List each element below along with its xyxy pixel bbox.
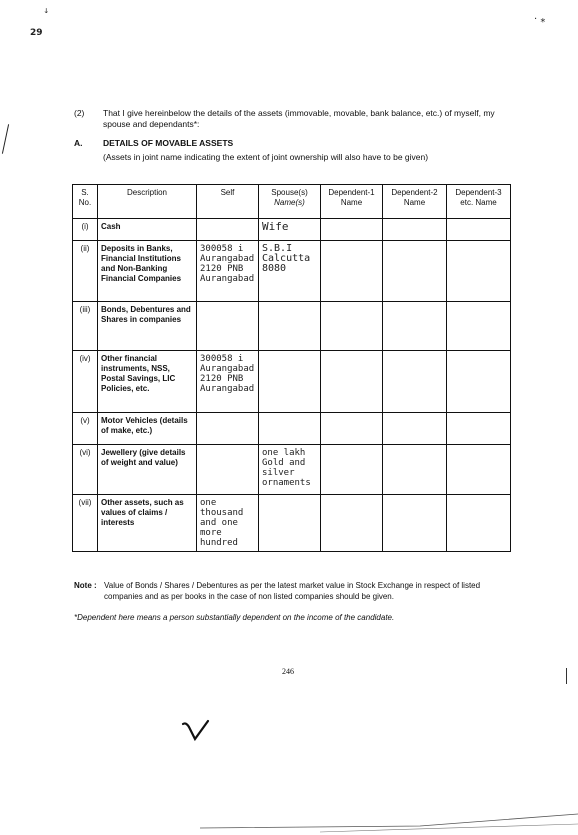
row-self bbox=[197, 445, 259, 495]
top-left-page-number: 29 bbox=[30, 28, 43, 38]
header-description: Description bbox=[98, 185, 197, 219]
row-description: Motor Vehicles (details of make, etc.) bbox=[98, 413, 197, 445]
row-dep3 bbox=[447, 495, 511, 552]
row-spouse: S.B.I Calcutta 8080 bbox=[259, 241, 321, 302]
row-dep1 bbox=[321, 445, 383, 495]
row-spouse: one lakh Gold and silver ornaments bbox=[259, 445, 321, 495]
row-description: Jewellery (give details of weight and value) bbox=[98, 445, 197, 495]
table-row bbox=[73, 302, 511, 351]
row-dep1 bbox=[321, 219, 383, 241]
note-text: Value of Bonds / Shares / Debentures as per the latest market value in Stock Exchange in respect of listed companies and as per books in the case of non listed companies should be given. bbox=[104, 581, 481, 601]
page-number: 246 bbox=[282, 667, 294, 676]
table-row bbox=[73, 445, 511, 495]
table-row bbox=[73, 495, 511, 552]
row-description: Cash bbox=[98, 219, 197, 241]
tick-mark-icon bbox=[180, 718, 216, 742]
row-spouse bbox=[259, 302, 321, 351]
table-row bbox=[73, 351, 511, 413]
scan-edge-lines bbox=[0, 806, 578, 835]
row-sno: (v) bbox=[73, 413, 98, 445]
row-spouse bbox=[259, 351, 321, 413]
intro-number: (2) bbox=[74, 108, 85, 118]
header-sno: S. No. bbox=[73, 185, 98, 219]
table-row bbox=[73, 241, 511, 302]
header-dependent-1: Dependent-1 Name bbox=[321, 185, 383, 219]
row-description: Deposits in Banks, Financial Institutions and Non-Banking Financial Companies bbox=[98, 241, 197, 302]
table-header-row bbox=[73, 185, 511, 219]
table-row bbox=[73, 219, 511, 241]
row-spouse bbox=[259, 495, 321, 552]
row-self bbox=[197, 302, 259, 351]
row-dep1 bbox=[321, 495, 383, 552]
row-spouse: Wife bbox=[259, 219, 321, 241]
row-dep1 bbox=[321, 351, 383, 413]
row-self bbox=[197, 413, 259, 445]
section-subtitle: (Assets in joint name indicating the extent of joint ownership will also have to be given) bbox=[103, 152, 429, 162]
row-dep2 bbox=[383, 219, 447, 241]
dependent-note: *Dependent here means a person substantially dependent on the income of the candidate. bbox=[74, 613, 395, 622]
section-letter: A. bbox=[74, 138, 83, 148]
row-self: 300058 i Aurangabad 2120 PNB Aurangabad bbox=[197, 351, 259, 413]
row-dep2 bbox=[383, 445, 447, 495]
row-sno: (vii) bbox=[73, 495, 98, 552]
row-dep1 bbox=[321, 413, 383, 445]
right-margin-mark bbox=[566, 668, 567, 684]
header-dependent-2: Dependent-2 Name bbox=[383, 185, 447, 219]
section-title: DETAILS OF MOVABLE ASSETS bbox=[103, 138, 234, 148]
row-dep1 bbox=[321, 302, 383, 351]
intro-text: That I give hereinbelow the details of the assets (immovable, movable, bank balance, etc.) of myself, my spouse and dependants*: bbox=[103, 108, 495, 129]
row-sno: (iii) bbox=[73, 302, 98, 351]
scan-mark-top-right: · ⁎ bbox=[534, 14, 546, 25]
row-dep3 bbox=[447, 219, 511, 241]
note-label: Note : bbox=[74, 581, 97, 590]
header-dependent-3: Dependent-3 etc. Name bbox=[447, 185, 511, 219]
row-sno: (iv) bbox=[73, 351, 98, 413]
row-self bbox=[197, 219, 259, 241]
row-dep3 bbox=[447, 241, 511, 302]
row-self: one thousand and one more hundred bbox=[197, 495, 259, 552]
row-description: Bonds, Debentures and Shares in companies bbox=[98, 302, 197, 351]
row-dep2 bbox=[383, 413, 447, 445]
row-dep2 bbox=[383, 351, 447, 413]
row-dep2 bbox=[383, 302, 447, 351]
row-spouse bbox=[259, 413, 321, 445]
row-dep1 bbox=[321, 241, 383, 302]
row-sno: (vi) bbox=[73, 445, 98, 495]
row-description: Other assets, such as values of claims / interests bbox=[98, 495, 197, 552]
row-sno: (i) bbox=[73, 219, 98, 241]
left-margin-stroke bbox=[2, 124, 9, 154]
header-spouse: Spouse(s) Name(s) bbox=[259, 185, 321, 219]
row-dep3 bbox=[447, 351, 511, 413]
scan-mark-top-left: ꜜ bbox=[44, 6, 49, 20]
row-dep2 bbox=[383, 241, 447, 302]
row-description: Other financial instruments, NSS, Postal Savings, LIC Policies, etc. bbox=[98, 351, 197, 413]
row-dep3 bbox=[447, 302, 511, 351]
row-dep3 bbox=[447, 413, 511, 445]
row-self: 300058 i Aurangabad 2120 PNB Aurangabad bbox=[197, 241, 259, 302]
header-self: Self bbox=[197, 185, 259, 219]
row-sno: (ii) bbox=[73, 241, 98, 302]
row-dep2 bbox=[383, 495, 447, 552]
table-row bbox=[73, 413, 511, 445]
movable-assets-table bbox=[72, 184, 511, 552]
row-dep3 bbox=[447, 445, 511, 495]
